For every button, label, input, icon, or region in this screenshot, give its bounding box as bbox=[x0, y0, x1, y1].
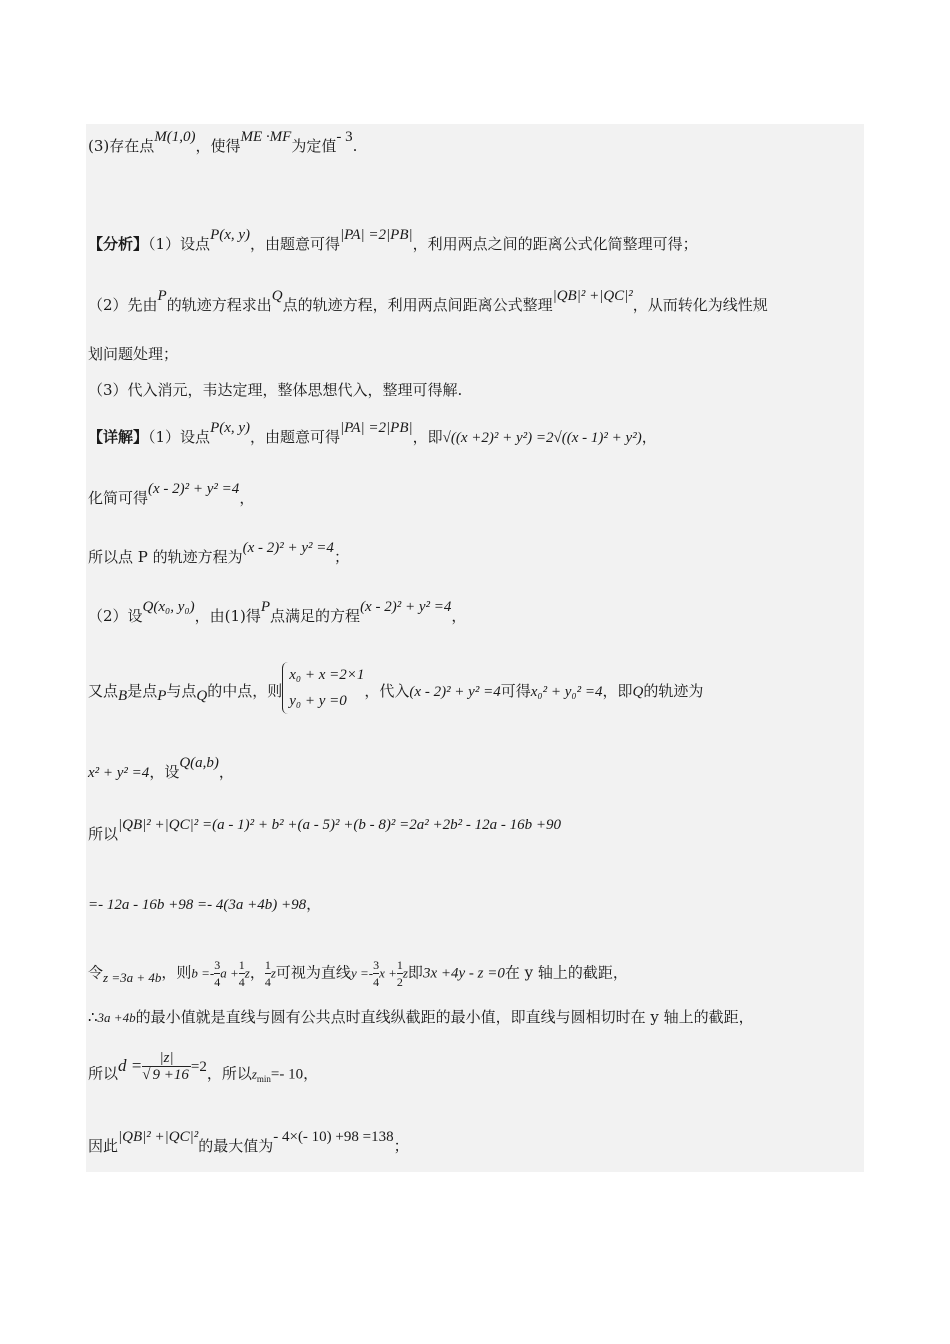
text: （2）先由 bbox=[88, 296, 158, 314]
sqrt-body: 9 +16 bbox=[152, 1067, 189, 1083]
q-equation: x₀² + y₀² =4 bbox=[530, 684, 603, 700]
numerator: 1 bbox=[264, 958, 271, 972]
dot-product: ME ·MF bbox=[240, 129, 292, 145]
text: (3)存在点 bbox=[88, 137, 155, 155]
text: 可视为直线 bbox=[275, 963, 351, 982]
system-row-2: y₀ + y =0 bbox=[289, 693, 347, 709]
var-d: d = bbox=[118, 1055, 143, 1075]
expression: |QB|² +|QC|² bbox=[552, 288, 633, 304]
detail-line-1 bbox=[88, 420, 657, 448]
expr: a + bbox=[220, 965, 239, 981]
numerator: 3 bbox=[214, 958, 221, 972]
substitution-line bbox=[88, 957, 628, 990]
analysis-line-4 bbox=[88, 380, 462, 400]
denominator: 4 bbox=[238, 975, 245, 989]
text: 点满足的方程 bbox=[270, 607, 361, 625]
var-p: P bbox=[157, 688, 167, 704]
var-q: Q bbox=[632, 684, 644, 700]
text: 的最小值就是直线与圆有公共点时直线纵截距的最小值，即直线与圆相切时在 y 轴上的截距， bbox=[135, 1008, 754, 1026]
sum-line bbox=[88, 817, 561, 845]
point-p: P(x, y) bbox=[210, 420, 251, 436]
text: ，使得 bbox=[195, 137, 241, 155]
text: （1）设点 bbox=[148, 235, 211, 253]
text: 为定值 bbox=[291, 137, 337, 155]
distance-equation: √((x +2)² + y²) =2√((x - 1)² + y²) bbox=[442, 430, 642, 446]
text: ，从而转化为线性规 bbox=[632, 296, 768, 314]
numerator: 1 bbox=[238, 958, 245, 972]
circle-equation: (x - 2)² + y² =4 bbox=[148, 481, 240, 497]
denominator: 2 bbox=[396, 975, 403, 989]
sum-expression: =- 12a - 16b +98 =- 4(3a +4b) +98 bbox=[88, 897, 307, 913]
expr: 3a +4b bbox=[97, 1010, 136, 1025]
text: ，则 bbox=[161, 963, 192, 982]
simplify-line bbox=[88, 481, 255, 509]
text: ，利用两点之间的距离公式化简整理可得； bbox=[412, 235, 698, 253]
text: ，由题意可得 bbox=[250, 235, 341, 253]
text: ， bbox=[641, 428, 657, 446]
text: 在 y 轴上的截距， bbox=[504, 963, 628, 982]
var-q: Q bbox=[196, 688, 208, 704]
var-z: z bbox=[251, 1066, 257, 1082]
subscript: min bbox=[256, 1073, 271, 1084]
therefore-line bbox=[88, 1007, 754, 1028]
text: 的轨迹方程求出 bbox=[166, 296, 272, 314]
text: 是点 bbox=[127, 682, 158, 700]
text: 的轨迹为 bbox=[643, 682, 704, 700]
text: ，由题意可得 bbox=[250, 428, 341, 446]
text: ，设 bbox=[149, 763, 180, 781]
text: ， bbox=[239, 489, 255, 507]
expression: |QB|² +|QC|² bbox=[118, 1129, 199, 1145]
text: ，即 bbox=[412, 428, 443, 446]
text: 可得 bbox=[500, 682, 531, 700]
expr: z bbox=[270, 965, 276, 981]
var-p: P bbox=[157, 288, 167, 304]
expr: x + bbox=[379, 965, 397, 981]
text: ，代入 bbox=[364, 682, 410, 700]
var-b: B bbox=[118, 688, 128, 704]
equation: |PA| =2|PB| bbox=[340, 227, 413, 243]
text: ； bbox=[393, 1137, 409, 1155]
text: 又点 bbox=[88, 682, 119, 700]
denominator: 4 bbox=[264, 975, 271, 989]
numerator: |z| bbox=[142, 1050, 191, 1067]
value: - 3 bbox=[336, 129, 353, 145]
var-p: P bbox=[260, 599, 271, 615]
text: ， bbox=[249, 963, 265, 982]
expr: z bbox=[402, 965, 408, 981]
analysis-line-3 bbox=[88, 344, 178, 364]
line-equation: 3x +4y - z =0 bbox=[422, 965, 505, 982]
denominator: 4 bbox=[214, 975, 221, 989]
text: （3）代入消元，韦达定理，整体思想代入，整理可得解. bbox=[88, 381, 463, 399]
text: （2）设 bbox=[88, 607, 143, 625]
point-p: P(x, y) bbox=[210, 227, 251, 243]
expr: y =- bbox=[350, 965, 374, 981]
text: ， bbox=[306, 895, 322, 913]
text: . bbox=[352, 137, 358, 155]
equation-system bbox=[282, 662, 364, 714]
conclusion-line bbox=[88, 129, 358, 157]
analysis-tag: 【分析】 bbox=[88, 235, 149, 253]
text: ， bbox=[451, 607, 467, 625]
analysis-line-2 bbox=[88, 288, 768, 316]
analysis-line-1 bbox=[88, 227, 698, 255]
circle-equation: (x - 2)² + y² =4 bbox=[360, 599, 452, 615]
text: ，即 bbox=[602, 682, 633, 700]
max-value: - 4×(- 10) +98 =138 bbox=[273, 1129, 394, 1145]
expr: b =- bbox=[191, 965, 215, 981]
text: 的最大值为 bbox=[198, 1137, 274, 1155]
text: ，所以 bbox=[206, 1064, 252, 1083]
z-definition: z =3a + 4b bbox=[103, 969, 162, 985]
expr: z bbox=[244, 965, 250, 981]
point-q: Q(x₀, y₀) bbox=[142, 599, 195, 615]
system-row-1: x₀ + x =2×1 bbox=[289, 667, 365, 683]
text: 所以 bbox=[88, 1064, 119, 1083]
text: ； bbox=[333, 548, 349, 566]
text: ， bbox=[218, 763, 234, 781]
locus-line bbox=[88, 540, 349, 568]
point-q: Q(a,b) bbox=[179, 755, 219, 771]
circle-equation: (x - 2)² + y² =4 bbox=[242, 540, 334, 556]
text: 与点 bbox=[166, 682, 197, 700]
text: 的中点，则 bbox=[207, 682, 283, 700]
sum-line-2 bbox=[88, 894, 321, 915]
equation: |PA| =2|PB| bbox=[340, 420, 413, 436]
numerator: 1 bbox=[396, 958, 403, 972]
text: 令 bbox=[88, 963, 104, 982]
denominator: 4 bbox=[373, 975, 380, 989]
circle-equation: x² + y² =4 bbox=[88, 765, 150, 781]
value: =2 bbox=[190, 1058, 207, 1075]
midpoint-line bbox=[88, 666, 703, 718]
text: （1）设点 bbox=[148, 428, 211, 446]
final-line bbox=[88, 1129, 409, 1157]
text: 点的轨迹方程，利用两点间距离公式整理 bbox=[282, 296, 553, 314]
therefore-sign: ∴ bbox=[88, 1008, 98, 1026]
value: =- 10 bbox=[270, 1066, 304, 1083]
text: 因此 bbox=[88, 1137, 119, 1155]
sum-expression: |QB|² +|QC|² =(a - 1)² + b² +(a - 5)² +(b - 8)² =2a² +2b² - 12a - 16b +90 bbox=[118, 817, 561, 833]
circle-equation: (x - 2)² + y² =4 bbox=[409, 684, 501, 700]
distance-fraction bbox=[142, 1050, 191, 1083]
text: 所以点 P 的轨迹方程为 bbox=[88, 548, 243, 566]
text: 化简可得 bbox=[88, 489, 149, 507]
var-q: Q bbox=[271, 288, 283, 304]
part2-line-1 bbox=[88, 599, 467, 627]
text: 即 bbox=[407, 963, 423, 982]
text: ，由(1)得 bbox=[194, 607, 261, 625]
text: 划问题处理； bbox=[88, 345, 179, 363]
denominator: √ 9 +16 bbox=[142, 1067, 189, 1083]
text: ， bbox=[303, 1064, 319, 1083]
q-locus-line bbox=[88, 755, 234, 783]
numerator: 3 bbox=[373, 958, 380, 972]
detail-tag: 【详解】 bbox=[88, 428, 149, 446]
point-m: M(1,0) bbox=[154, 129, 196, 145]
distance-line bbox=[88, 1050, 319, 1091]
text: 所以 bbox=[88, 825, 119, 843]
